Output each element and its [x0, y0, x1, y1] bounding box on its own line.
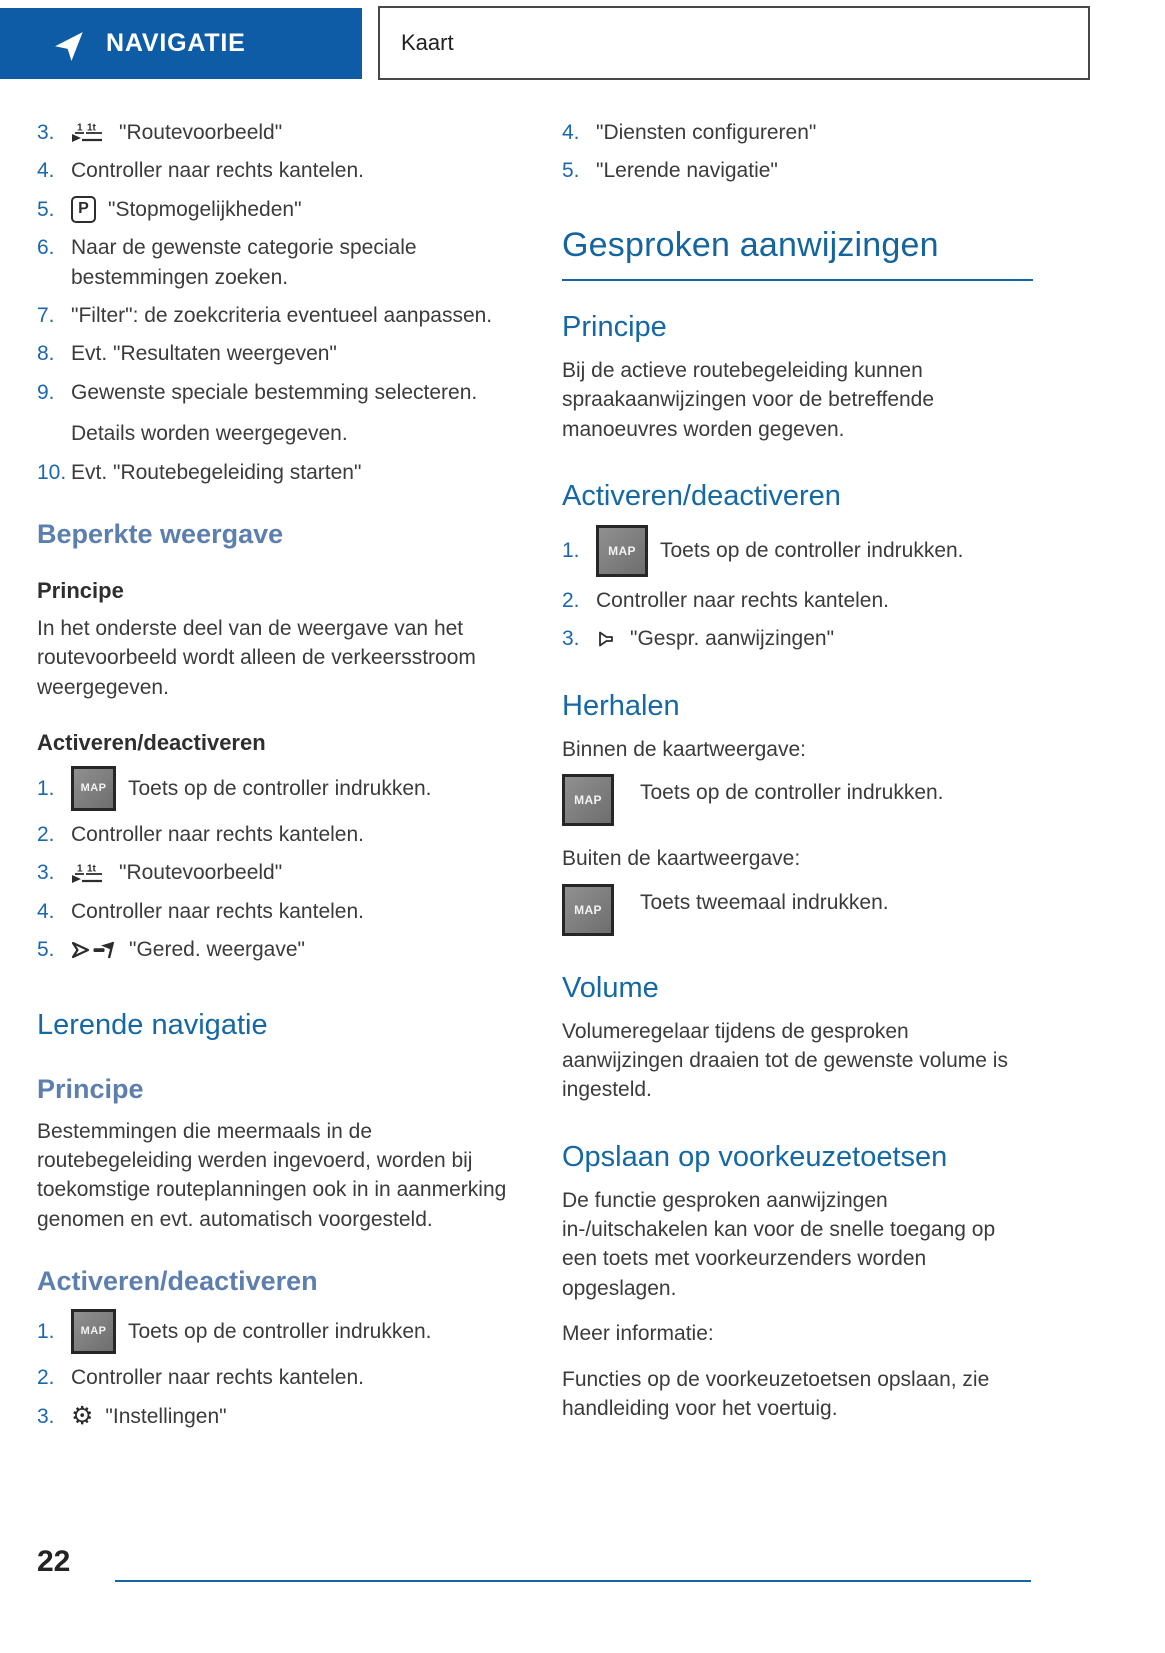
step-text: Naar de gewenste categorie speciale bestemmingen zoeken. [71, 236, 417, 289]
paragraph: De functie gesproken aanwijzingen in-/uitschakelen kan voor de snelle toegang op een toets met voorkeurzenders worden opgeslagen. [562, 1188, 996, 1300]
instruction-text: Toets tweemaal indrukken. [640, 890, 889, 914]
parking-icon: P [71, 196, 96, 223]
step-text: Evt. "Routebegeleiding starten" [71, 460, 362, 484]
svg-text:1t: 1t [87, 863, 96, 875]
step-number: 8. [37, 342, 55, 366]
subheading-principe: Principe [562, 310, 667, 343]
list-item [562, 156, 1033, 185]
tab-label: Kaart [401, 30, 454, 55]
subheading-herhalen: Herhalen [562, 689, 680, 722]
step-text: "Gespr. aanwijzingen" [630, 627, 835, 651]
list-item [37, 378, 508, 449]
step-text: "Routevoorbeeld" [119, 861, 283, 885]
step-number: 10. [37, 460, 67, 484]
list-item [37, 233, 508, 292]
step-text: "Routevoorbeeld" [119, 121, 283, 144]
list-item [37, 458, 508, 487]
step-number: 6. [37, 236, 55, 260]
list-item [562, 525, 1033, 577]
map-key-instruction [562, 884, 1033, 936]
route-flag-icon [71, 940, 117, 960]
step-number: 2. [37, 823, 55, 847]
chapter-heading-gesproken-aanwijzingen: Gesproken aanwijzingen [562, 226, 1033, 281]
svg-text:1: 1 [77, 863, 83, 875]
header-bar [0, 8, 362, 79]
svg-text:1: 1 [77, 122, 83, 134]
step-number: 4. [562, 121, 580, 144]
list-item [37, 156, 508, 185]
list-item [37, 935, 508, 964]
paragraph: Buiten de kaartweergave: [562, 847, 801, 871]
subheading-activeren-deactiveren: Activeren/deactiveren [37, 730, 266, 756]
list-item [562, 118, 1033, 147]
map-key-icon: MAP [71, 766, 116, 811]
list-item [37, 339, 508, 368]
list-item [37, 118, 508, 147]
paragraph: Meer informatie: [562, 1322, 714, 1346]
list-item [37, 195, 508, 224]
paragraph: Bij de actieve routebegeleiding kunnen spraakaanwijzingen voor de betreffende manoeuvres worden gegeven. [562, 358, 935, 441]
step-text: Evt. "Resultaten weergeven" [71, 342, 337, 366]
section-heading-lerende-navigatie: Lerende navigatie [37, 1008, 268, 1041]
paragraph: Bestemmingen die meermaals in de routebegeleiding werden ingevoerd, worden bij toekomstige routeplanningen ook in in aanmerking genomen en evt. automatisch voorgesteld. [37, 1119, 507, 1231]
gear-icon: ⚙ [71, 1401, 94, 1430]
map-key-icon: MAP [596, 525, 648, 577]
step-text: Toets op de controller indrukken. [128, 776, 432, 800]
list-item [37, 301, 508, 330]
right-column [562, 118, 1033, 1440]
route-preview-icon [71, 121, 107, 144]
section-heading-beperkte-weergave: Beperkte weergave [37, 518, 284, 549]
list-item [562, 624, 1033, 653]
list-item [37, 820, 508, 849]
map-key-icon: MAP [562, 884, 614, 936]
step-text-secondary: Details worden weergegeven. [71, 422, 348, 446]
step-number: 9. [37, 380, 55, 404]
subheading-volume: Volume [562, 971, 659, 1004]
paragraph: Volumeregelaar tijdens de gesproken aanwijzingen draaien tot de gewenste volume is ingesteld. [562, 1019, 1008, 1102]
map-key-icon: MAP [562, 774, 614, 826]
step-text: "Instellingen" [105, 1404, 227, 1428]
paragraph: Functies op de voorkeuzetoetsen opslaan, zie handleiding voor het voertuig. [562, 1367, 990, 1421]
page-tab [378, 6, 1090, 80]
left-column [37, 118, 508, 1440]
step-number: 1. [37, 776, 55, 800]
step-number: 2. [562, 588, 580, 612]
step-number: 7. [37, 303, 55, 327]
map-key-instruction [562, 774, 1033, 826]
paragraph: In het onderste deel van de weergave van het routevoorbeeld wordt alleen de verkeersstroom weergegeven. [37, 616, 476, 699]
subheading-principe: Principe [37, 1073, 144, 1104]
beperkte-steps-list [37, 766, 508, 965]
subheading-activeren-deactiveren: Activeren/deactiveren [562, 479, 841, 512]
subheading-activeren-deactiveren: Activeren/deactiveren [37, 1266, 318, 1297]
step-number: 4. [37, 159, 55, 183]
paragraph: Binnen de kaartweergave: [562, 737, 806, 761]
step-number: 5. [37, 197, 55, 221]
list-item [37, 858, 508, 887]
step-text: "Lerende navigatie" [596, 159, 778, 183]
lerende-steps-list [37, 1309, 508, 1431]
step-number: 3. [37, 121, 55, 144]
route-preview-icon [71, 862, 107, 885]
step-text: "Stopmogelijkheden" [108, 197, 302, 221]
list-item [37, 1363, 508, 1392]
footer-rule [115, 1580, 1031, 1582]
step-text: Controller naar rechts kantelen. [71, 899, 364, 923]
section-title: NAVIGATIE [106, 29, 246, 57]
navigation-arrow-icon [54, 26, 90, 62]
step-text: Controller naar rechts kantelen. [596, 588, 889, 612]
list-item [37, 766, 508, 811]
step-text: "Filter": de zoekcriteria eventueel aanpassen. [71, 303, 493, 327]
step-text: Controller naar rechts kantelen. [71, 1366, 364, 1390]
step-number: 3. [37, 1404, 55, 1428]
content-columns [37, 118, 1033, 1440]
subheading-principe: Principe [37, 577, 124, 603]
step-text: "Gered. weergave" [129, 938, 305, 962]
poi-steps-list [37, 118, 508, 487]
gesproken-steps-list [562, 525, 1033, 654]
instruction-text: Toets op de controller indrukken. [640, 781, 944, 805]
svg-text:1t: 1t [87, 122, 96, 134]
step-text: "Diensten configureren" [596, 121, 817, 144]
services-steps-list [562, 118, 1033, 186]
list-item [37, 1402, 508, 1431]
step-number: 4. [37, 899, 55, 923]
speaker-icon [596, 629, 618, 649]
page-number: 22 [37, 1545, 71, 1578]
step-text: Toets op de controller indrukken. [660, 539, 964, 563]
step-number: 5. [562, 159, 580, 183]
step-number: 2. [37, 1366, 55, 1390]
step-text: Toets op de controller indrukken. [128, 1320, 432, 1343]
step-number: 1. [562, 539, 580, 563]
step-text: Controller naar rechts kantelen. [71, 823, 364, 847]
list-item [562, 586, 1033, 615]
step-number: 1. [37, 1320, 55, 1343]
list-item [37, 897, 508, 926]
step-text: Gewenste speciale bestemming selecteren. [71, 380, 478, 404]
subheading-opslaan-op-voorkeuzetoetsen: Opslaan op voorkeuzetoetsen [562, 1140, 948, 1173]
step-number: 3. [37, 861, 55, 885]
list-item [37, 1309, 508, 1354]
step-number: 5. [37, 938, 55, 962]
step-number: 3. [562, 627, 580, 651]
step-text: Controller naar rechts kantelen. [71, 159, 364, 183]
map-key-icon: MAP [71, 1309, 116, 1354]
